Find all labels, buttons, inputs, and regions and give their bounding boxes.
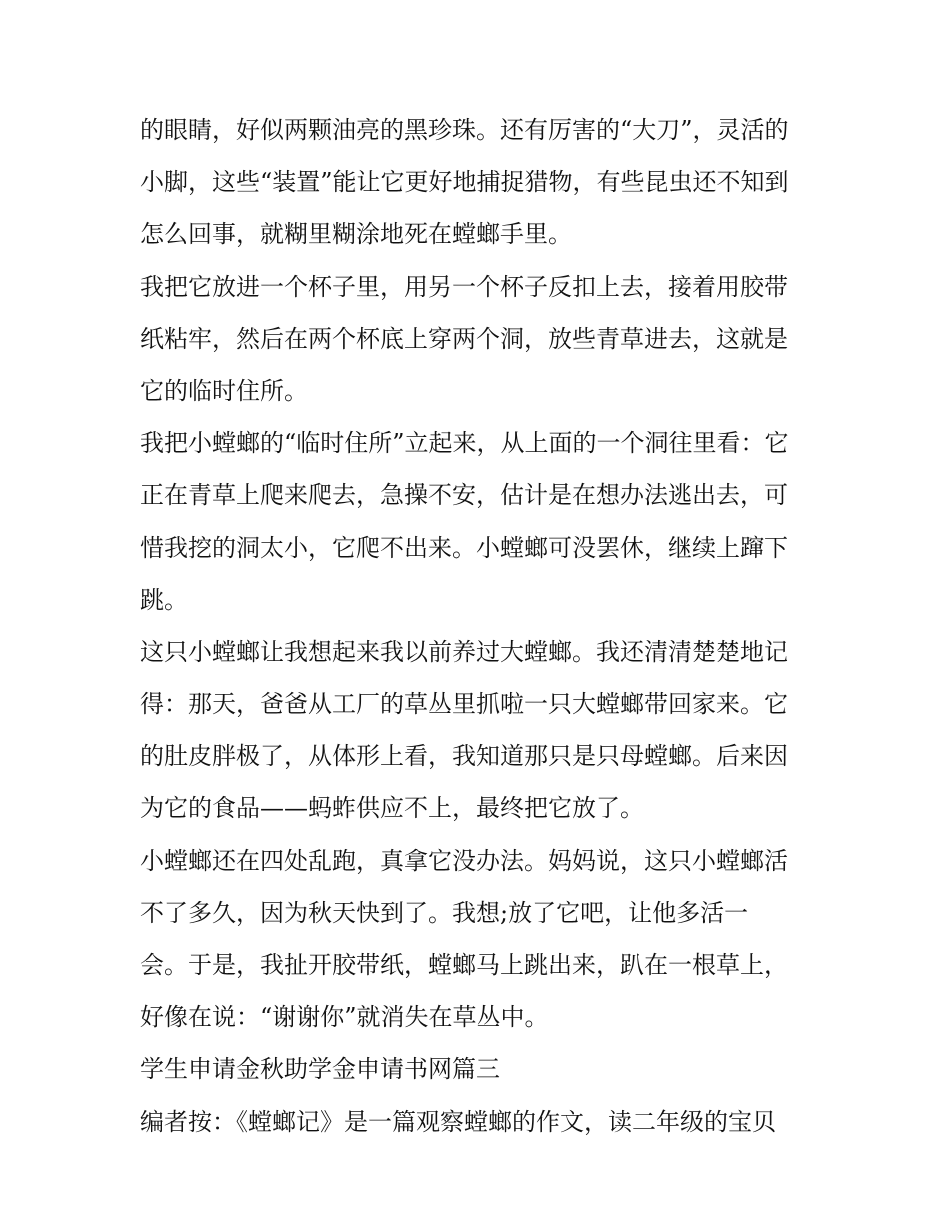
text-line: 得：那天，爸爸从工厂的草丛里抓啦一只大螳螂带回家来。它 xyxy=(140,690,788,719)
section-heading: 学生申请金秋助学金申请书网篇三 xyxy=(140,1055,500,1084)
text-line: 这只小螳螂让我想起来我以前养过大螳螂。我还清清楚楚地记 xyxy=(140,637,788,666)
text-line: 会。于是，我扯开胶带纸，螳螂马上跳出来，趴在一根草上， xyxy=(140,951,788,979)
text-line: 它的临时住所。 xyxy=(140,376,308,405)
text-column xyxy=(140,104,820,1148)
text-line: 的眼睛，好似两颗油亮的黑珍珠。还有厉害的“大刀”，灵活的 xyxy=(140,116,789,144)
text-line: 我把它放进一个杯子里，用另一个杯子反扣上去，接着用胶带 xyxy=(140,272,788,301)
text-line: 纸粘牢，然后在两个杯底上穿两个洞，放些青草进去，这就是 xyxy=(140,324,788,353)
text-line: 跳。 xyxy=(140,585,188,614)
text-line: 怎么回事，就糊里糊涂地死在螳螂手里。 xyxy=(140,220,572,249)
text-line: 编者按：《螳螂记》是一篇观察螳螂的作文，读二年级的宝贝 xyxy=(140,1107,776,1136)
text-line: 不了多久，因为秋天快到了。我想;放了它吧，让他多活一 xyxy=(140,898,749,927)
text-line: 小脚，这些“装置”能让它更好地捕捉猎物，有些昆虫还不知到 xyxy=(140,168,789,197)
text-line: 小螳螂还在四处乱跑，真拿它没办法。妈妈说，这只小螳螂活 xyxy=(140,846,788,875)
text-line: 为它的食品——蚂蚱供应不上，最终把它放了。 xyxy=(140,794,644,823)
text-line: 好像在说：“谢谢你”就消失在草丛中。 xyxy=(140,1003,549,1032)
text-line: 的肚皮胖极了，从体形上看，我知道那只是只母螳螂。后来因 xyxy=(140,742,788,771)
text-line: 惜我挖的洞太小，它爬不出来。小螳螂可没罢休，继续上蹿下 xyxy=(140,533,788,562)
text-line: 正在青草上爬来爬去，急操不安，估计是在想办法逃出去，可 xyxy=(140,481,788,510)
text-line: 我把小螳螂的“临时住所”立起来，从上面的一个洞往里看：它 xyxy=(140,429,789,458)
